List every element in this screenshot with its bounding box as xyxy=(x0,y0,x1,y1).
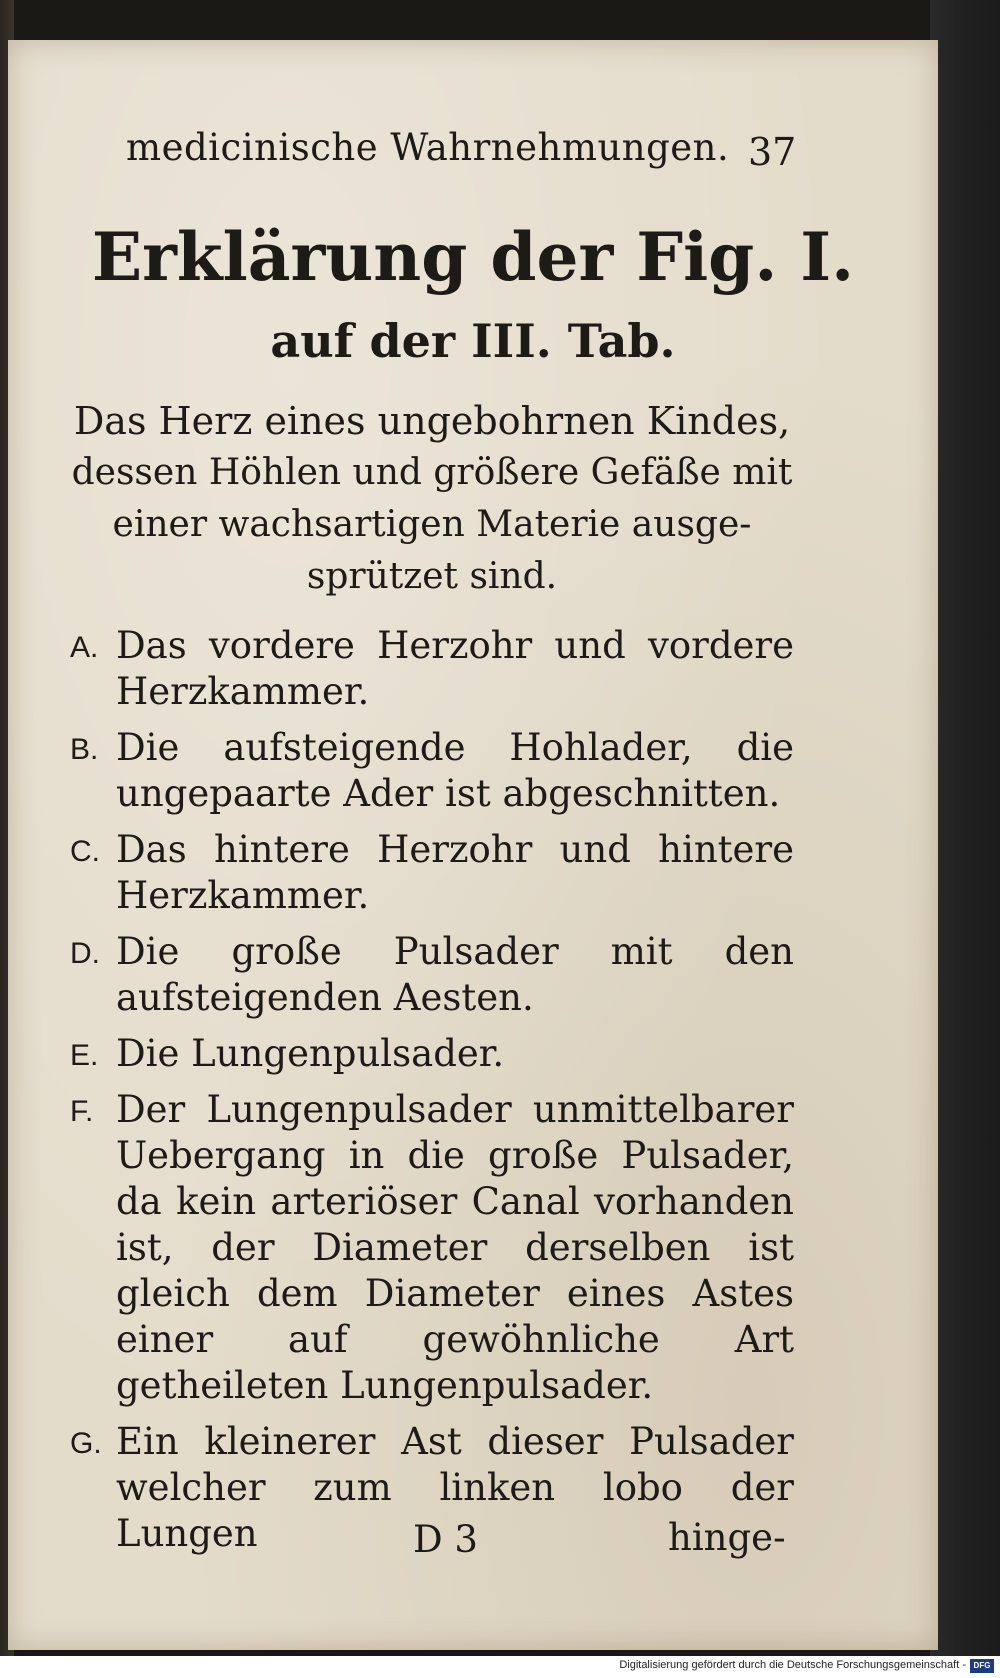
page-number: 37 xyxy=(748,130,797,174)
legend-key: C. xyxy=(70,835,100,868)
legend-text: Ein kleinerer Ast dieser Pulsader welcher zum linken lobo der Lungen xyxy=(116,1420,794,1555)
legend-entry-d xyxy=(64,929,794,1021)
legend-key: B. xyxy=(70,733,99,766)
book-board xyxy=(930,0,1000,1678)
legend-text: Der Lungenpulsader unmittelbarer Uebergang in die große Pulsader, da kein arteriöser Canal vorhanden ist, der Diameter derselben ist gleich dem Diameter eines Astes einer auf gewöhnliche Art getheileten Lungenpulsader. xyxy=(116,1088,794,1407)
page-subtitle: auf der III. Tab. xyxy=(270,314,676,368)
legend-text: Die große Pulsader mit den aufsteigenden Aesten. xyxy=(116,930,794,1019)
legend-key: D. xyxy=(70,937,100,970)
legend-key: F. xyxy=(70,1095,94,1128)
legend-entry-f xyxy=(64,1087,794,1409)
running-head: medicinische Wahrnehmungen. xyxy=(126,126,730,169)
page-title: Erklärung der Fig. I. xyxy=(91,218,855,296)
catchword: hinge- xyxy=(668,1516,786,1559)
footer-credit: Digitalisierung gefördert durch die Deutsche Forschungsgemeinschaft - xyxy=(619,1659,966,1671)
book-page xyxy=(8,40,938,1650)
legend-text: Die Lungenpulsader. xyxy=(116,1032,505,1075)
legend-text: Die aufsteigende Hohlader, die ungepaarte Ader ist abgeschnitten. xyxy=(116,726,794,815)
legend-entry-b xyxy=(64,725,794,817)
intro-line: einer wachsartigen Materie ausge- xyxy=(112,504,752,545)
legend-entry-a xyxy=(64,623,794,715)
intro-line: sprützet sind. xyxy=(306,556,558,597)
intro-paragraph xyxy=(64,395,800,603)
intro-line: dessen Höhlen und größere Gefäße mit xyxy=(71,452,793,493)
legend-text: Das vordere Herzohr und vordere Herzkammer. xyxy=(116,624,794,713)
intro-line: Das Herz eines ungebohrnen Kindes, xyxy=(73,399,791,443)
dfg-logo: DFG xyxy=(970,1659,994,1673)
legend-key: G. xyxy=(70,1427,102,1460)
legend-entry-e xyxy=(64,1031,794,1077)
legend-list xyxy=(64,623,794,1567)
legend-key: E. xyxy=(70,1039,99,1072)
legend-key: A. xyxy=(70,631,99,664)
legend-text: Das hintere Herzohr und hintere Herzkammer. xyxy=(116,828,794,917)
signature-mark: D 3 xyxy=(413,1518,478,1561)
legend-entry-c xyxy=(64,827,794,919)
